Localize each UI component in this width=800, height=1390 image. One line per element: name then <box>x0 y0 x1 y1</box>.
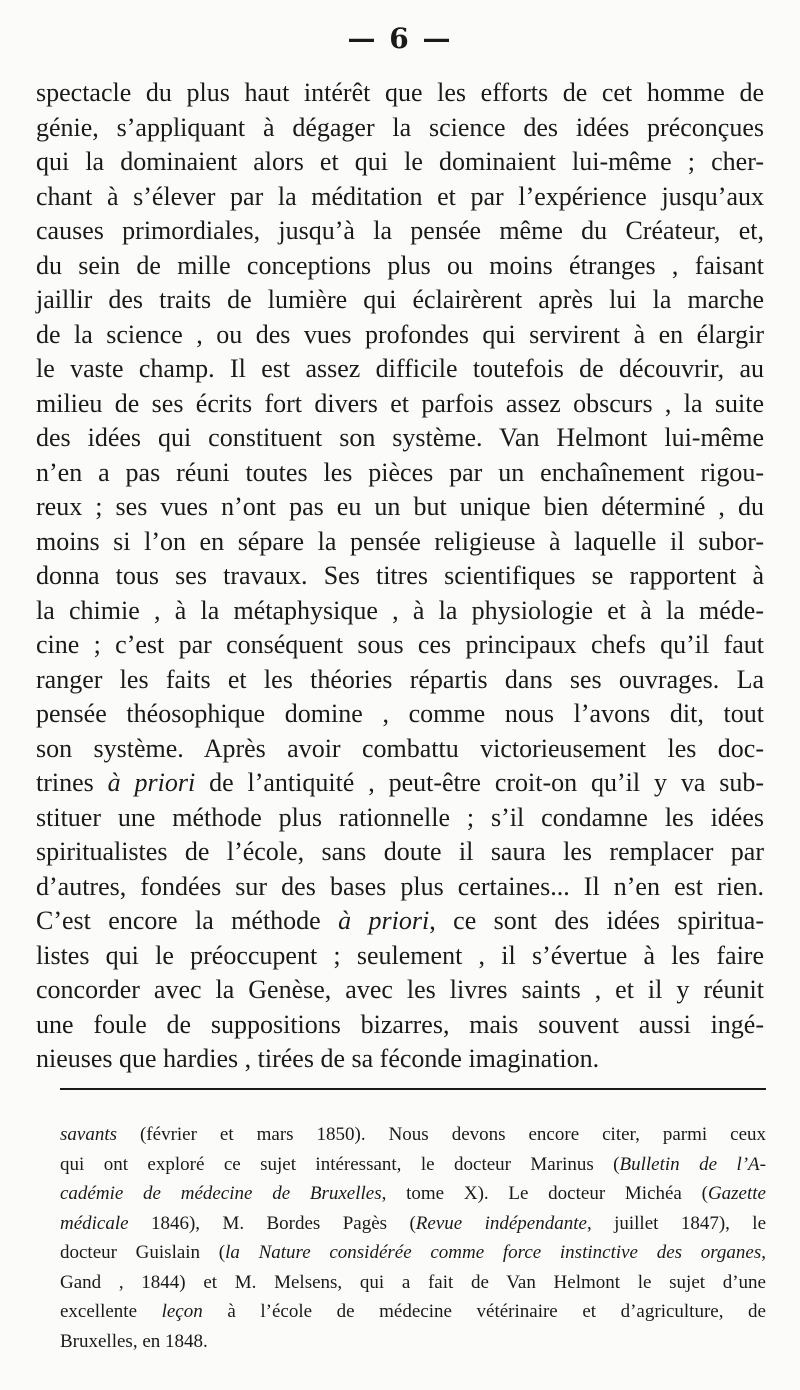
italic-text: à priori <box>107 768 196 797</box>
body-line <box>36 525 764 560</box>
body-line <box>36 283 764 318</box>
text-run: de la science , ou des vues profondes qui servirent à en élargir <box>36 319 764 349</box>
body-line <box>36 249 764 284</box>
footnote-line <box>60 1238 766 1268</box>
body-line <box>36 628 764 663</box>
footnote-divider <box>60 1088 766 1090</box>
page-number: — 6 — <box>347 22 453 55</box>
text-run: Gand , 1844) et M. Melsens, qui a fait de Van Helmont le sujet d’une <box>60 1271 766 1293</box>
body-line <box>36 559 764 594</box>
text-run: de l’antiquité , peut-être croit-on qu’il y va sub- <box>195 768 765 797</box>
text-run: cine ; c’est par conséquent sous ces principaux chefs qu’il faut <box>36 630 764 659</box>
footnote-line <box>60 1209 766 1239</box>
text-run: qui ont exploré ce sujet intéressant, le docteur Marinus ( <box>60 1153 620 1175</box>
text-run: docteur Guislain ( <box>60 1242 226 1263</box>
text-run: son système. Après avoir combattu victorieusement les doc- <box>36 733 764 763</box>
footnote-line <box>60 1327 766 1357</box>
text-run: concorder avec la Genèse, avec les livres saints , et il y réunit <box>36 975 764 1004</box>
body-line <box>36 697 764 732</box>
italic-text: à priori <box>338 906 430 935</box>
footnote-line <box>60 1268 766 1298</box>
body-text <box>36 76 764 1077</box>
body-line <box>36 111 764 146</box>
text-run: , juillet 1847), le <box>586 1212 767 1234</box>
footnote-line <box>60 1179 766 1209</box>
text-run: pensée théosophique domine , comme nous l’avons dit, tout <box>36 699 764 728</box>
text-run: (février et mars 1850). Nous devons encore citer, parmi ceux <box>117 1124 766 1145</box>
body-line <box>36 456 764 491</box>
body-line <box>36 145 764 180</box>
body-line <box>36 1008 764 1043</box>
italic-text: médicale <box>60 1212 129 1234</box>
italic-text: Gazette <box>707 1183 766 1204</box>
text-run: du sein de mille conceptions plus ou moins étranges , faisant <box>36 250 764 280</box>
italic-text: cadémie de médecine de Bruxelles <box>60 1183 382 1204</box>
text-run: , ce sont des idées spiritua- <box>429 906 764 935</box>
text-run: listes qui le préoccupent ; seulement , il s’évertue à les faire <box>36 940 764 970</box>
italic-text: leçon <box>161 1301 203 1322</box>
text-run: milieu de ses écrits fort divers et parfois assez obscurs , la suite <box>36 388 764 418</box>
italic-text: savants <box>60 1124 117 1145</box>
text-run: C’est encore la méthode <box>36 906 339 935</box>
text-run: jaillir des traits de lumière qui éclairèrent après lui la marche <box>36 285 764 314</box>
text-run: à l’école de médecine vétérinaire et d’agriculture, de <box>202 1301 766 1322</box>
text-run: la chimie , à la métaphysique , à la physiologie et à la méde- <box>36 595 764 625</box>
body-line <box>36 352 764 387</box>
body-line <box>36 904 764 939</box>
text-run: reux ; ses vues n’ont pas eu un but unique bien déterminé , du <box>36 492 764 521</box>
text-run: des idées qui constituent son système. Van Helmont lui-même <box>36 423 764 452</box>
body-line <box>36 214 764 249</box>
text-run: excellente <box>60 1301 162 1322</box>
text-run: spiritualistes de l’école, sans doute il saura les remplacer par <box>36 837 764 866</box>
body-line <box>36 835 764 870</box>
body-line <box>36 766 764 801</box>
body-line <box>36 490 764 525</box>
text-run: chant à s’élever par la méditation et par l’expérience jusqu’aux <box>36 181 764 211</box>
footnote-line <box>60 1120 766 1150</box>
text-run: le vaste champ. Il est assez difficile toutefois de découvrir, au <box>36 354 764 383</box>
text-run: trines <box>36 768 108 797</box>
body-line <box>36 801 764 836</box>
body-line <box>36 318 764 353</box>
text-run: une foule de suppositions bizarres, mais souvent aussi ingé- <box>36 1009 764 1039</box>
text-run: d’autres, fondées sur des bases plus certaines... Il n’en est rien. <box>36 871 764 901</box>
text-run: , <box>761 1242 766 1263</box>
body-line <box>36 594 764 629</box>
body-line <box>36 1042 764 1077</box>
body-line <box>36 939 764 974</box>
text-run: Bruxelles, en 1848. <box>60 1330 208 1352</box>
text-run: spectacle du plus haut intérêt que les efforts de cet homme de <box>36 78 764 107</box>
body-line <box>36 76 764 111</box>
text-run: 1846), M. Bordes Pagès ( <box>128 1212 416 1234</box>
italic-text: la Nature considérée comme force instinctive des organes <box>225 1242 762 1263</box>
text-run: génie, s’appliquant à dégager la science des idées préconçues <box>36 112 764 142</box>
text-run: qui la dominaient alors et qui le dominaient lui-même ; cher- <box>36 147 764 176</box>
text-run: n’en a pas réuni toutes les pièces par un enchaînement rigou- <box>36 457 764 487</box>
italic-text: Bulletin de l’A- <box>619 1153 766 1175</box>
footnote <box>60 1120 766 1356</box>
body-line <box>36 870 764 905</box>
footnote-line <box>60 1297 766 1327</box>
text-run: , tome X). Le docteur Michéa ( <box>381 1183 708 1204</box>
text-run: donna tous ses travaux. Ses titres scientifiques se rapportent à <box>36 561 764 590</box>
body-line <box>36 732 764 767</box>
body-line <box>36 421 764 456</box>
body-line <box>36 973 764 1008</box>
text-run: stituer une méthode plus rationnelle ; s’il condamne les idées <box>36 802 764 832</box>
body-line <box>36 180 764 215</box>
footnote-line <box>60 1150 766 1180</box>
body-line <box>36 387 764 422</box>
text-run: ranger les faits et les théories répartis dans ses ouvrages. La <box>36 664 764 694</box>
text-run: causes primordiales, jusqu’à la pensée même du Créateur, et, <box>36 216 764 245</box>
text-run: moins si l’on en sépare la pensée religieuse à laquelle il subor- <box>36 526 764 556</box>
text-run: nieuses que hardies , tirées de sa féconde imagination. <box>36 1044 600 1073</box>
body-line <box>36 663 764 698</box>
italic-text: Revue indépendante <box>415 1212 587 1234</box>
